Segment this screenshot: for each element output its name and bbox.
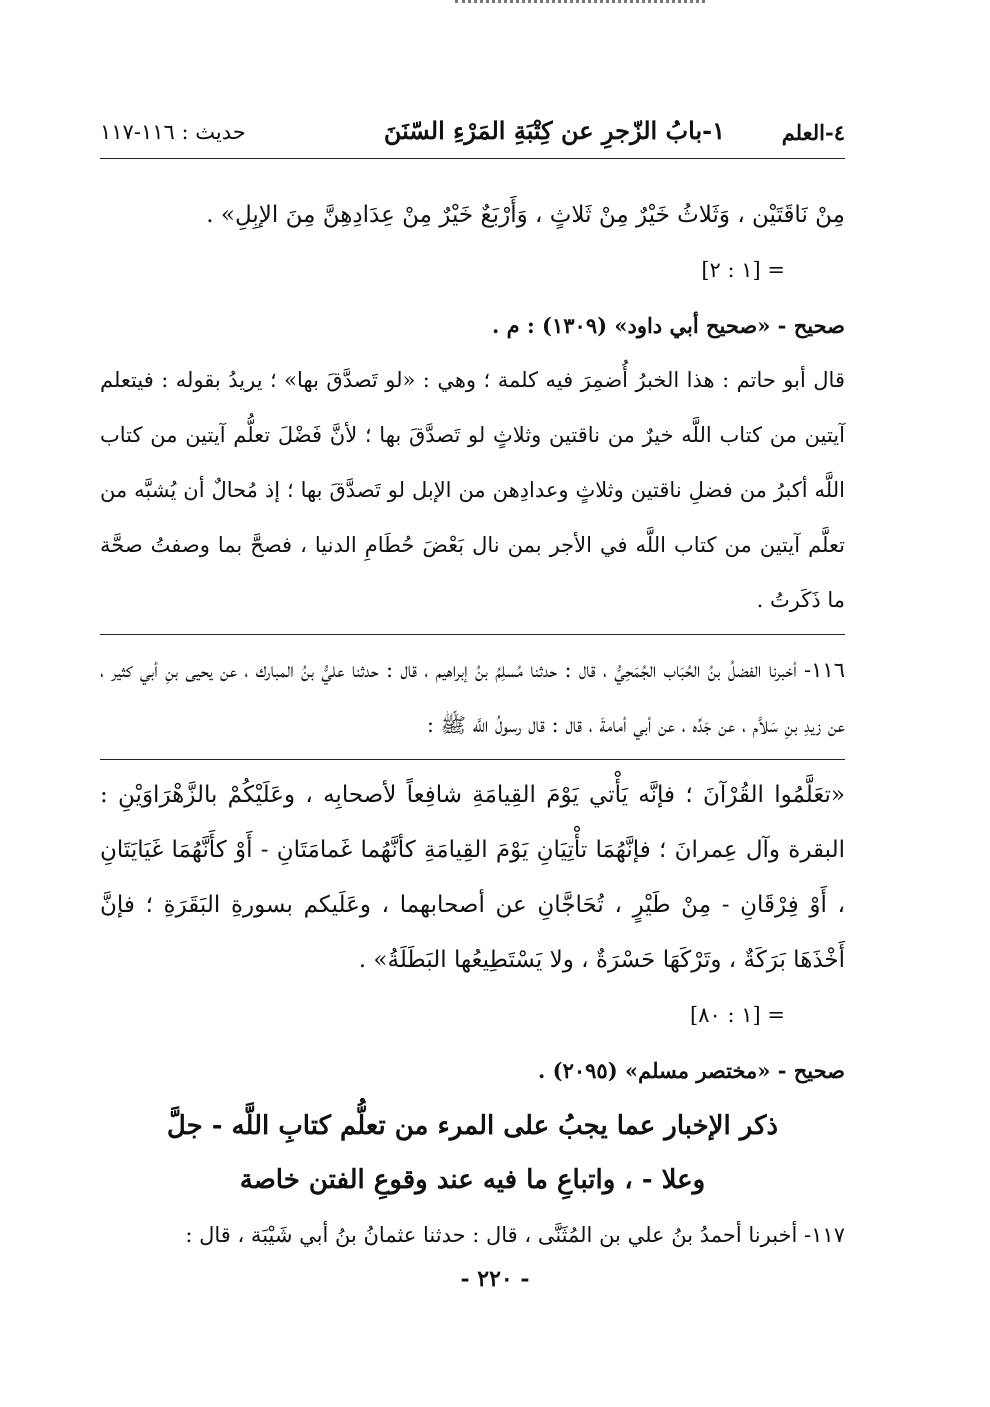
header-chapter: ٤-العلم <box>781 120 845 145</box>
page-number: - ٢٢٠ - <box>460 1266 530 1292</box>
commentary-paragraph: قال أبو حاتم : هذا الخبرُ أُضمِرَ فيه كلمة ؛ وهي : «لو تَصدَّقَ بها» ؛ يريدُ بقوله : فيتعلم آيتين من كتاب اللَّه خيرٌ من ناقتين وثلاثٍ لو تَصدَّقَ بها ؛ لأنَّ فَضْلَ تعلُّم آيتين من كتاب اللَّه أكبرُ من فضلِ ناقتين وثلاثٍ وعدادِهن من الإبل لو تَصدَّقَ بها ؛ إذ مُحالٌ أن يُشبَّه من تعلَّم آيتين من كتاب اللَّه في الأجر بمن نال بَعْضَ حُطَامِ الدنيا ، فصحَّ بما وصفتُ صحَّة ما ذَكَرتُ . <box>100 368 845 612</box>
header-hadith-range: حديث : ١١٦-١١٧ <box>100 120 246 144</box>
grading-note: صحيح - «مختصر مسلم» (٢٠٩٥) . <box>538 1058 845 1083</box>
running-header <box>100 112 845 164</box>
hadith-116-text: «تعَلَّمُوا القُرْآنَ ؛ فإنَّه يَأْتي يَوْمَ القِيامَةِ شافِعاً لأصحابِه ، وعَلَيْكُمْ بالزَّهْرَاوَيْنِ : البقرة وآل عِمرانَ ؛ فإنَّهُمَا تأْتِيَانِ يَوْمَ القِيامَةِ كأنَّهُما غَمامَتَانِ - أَوْ كأَنَّهُمَا غَيَايَتَانِ ، أَوْ فِرْقَانِ - مِنْ طَيْرٍ ، تُحَاجَّانِ عن أصحابهما ، وعَلَيكم بسورةِ البَقَرَةِ ؛ فإنَّ أَخْذَهَا بَرَكَةٌ ، وتَرْكَهَا حَسْرَةٌ ، ولا يَسْتَطِيعُها البَطَلَةُ» . <box>100 782 845 973</box>
reference-marker: = [١ : ٢] <box>701 258 785 282</box>
section-title-line-2: وعلا - ، واتباعِ ما فيه عند وقوعِ الفتن خاصة <box>239 1165 706 1195</box>
page-body <box>100 188 845 1263</box>
reference-marker: = [١ : ٨٠] <box>690 1003 785 1027</box>
header-section: ١-بابُ الزّجرِ عن كِتْبَةِ المَرْءِ السّنَنَ <box>383 116 725 145</box>
hadith-116-isnad: ١١٦- أخبرنا الفضلُ بنُ الحُبَاب الجُمَحِيُّ ، قال : حدثنا مُسلِمُ بنُ إبراهيم ، قال : حدثنا عليُّ بنُ المبارك ، عن يحيى بنِ أبي كثير ، عن زيدِ بنِ سَلاَّم ، عن جَدِّه ، عن أبي أمامةَ ، قال : قال رسولُ اللَّه ﷺ : <box>100 658 845 737</box>
header-rule <box>100 158 845 159</box>
grading-note: صحيح - «صحيح أبي داود» (١٣٠٩) : م . <box>492 313 845 338</box>
paragraph-separator <box>100 634 845 635</box>
hadith-117-isnad: ١١٧- أخبرنا أحمدُ بنُ علي بن المُثَنَّى ، قال : حدثنا عثمانُ بنُ أبي شَيْبَة ، قال : <box>185 1223 845 1247</box>
section-title-line-1: ذكر الإخبار عما يجبُ على المرء من تعلُّم كتابِ اللَّه - جلَّ <box>166 1111 779 1141</box>
hadith-text-continued: مِنْ نَاقَتَيْن ، وَثَلاثُ خَيْرٌ مِنْ ثَلاثٍ ، وَأَرْبَعٌ خَيْرٌ مِنْ عِدَادِهِنَّ مِنَ الإبِلِ» . <box>206 202 845 228</box>
paragraph-separator <box>100 759 845 760</box>
scan-top-mark <box>455 0 705 9</box>
